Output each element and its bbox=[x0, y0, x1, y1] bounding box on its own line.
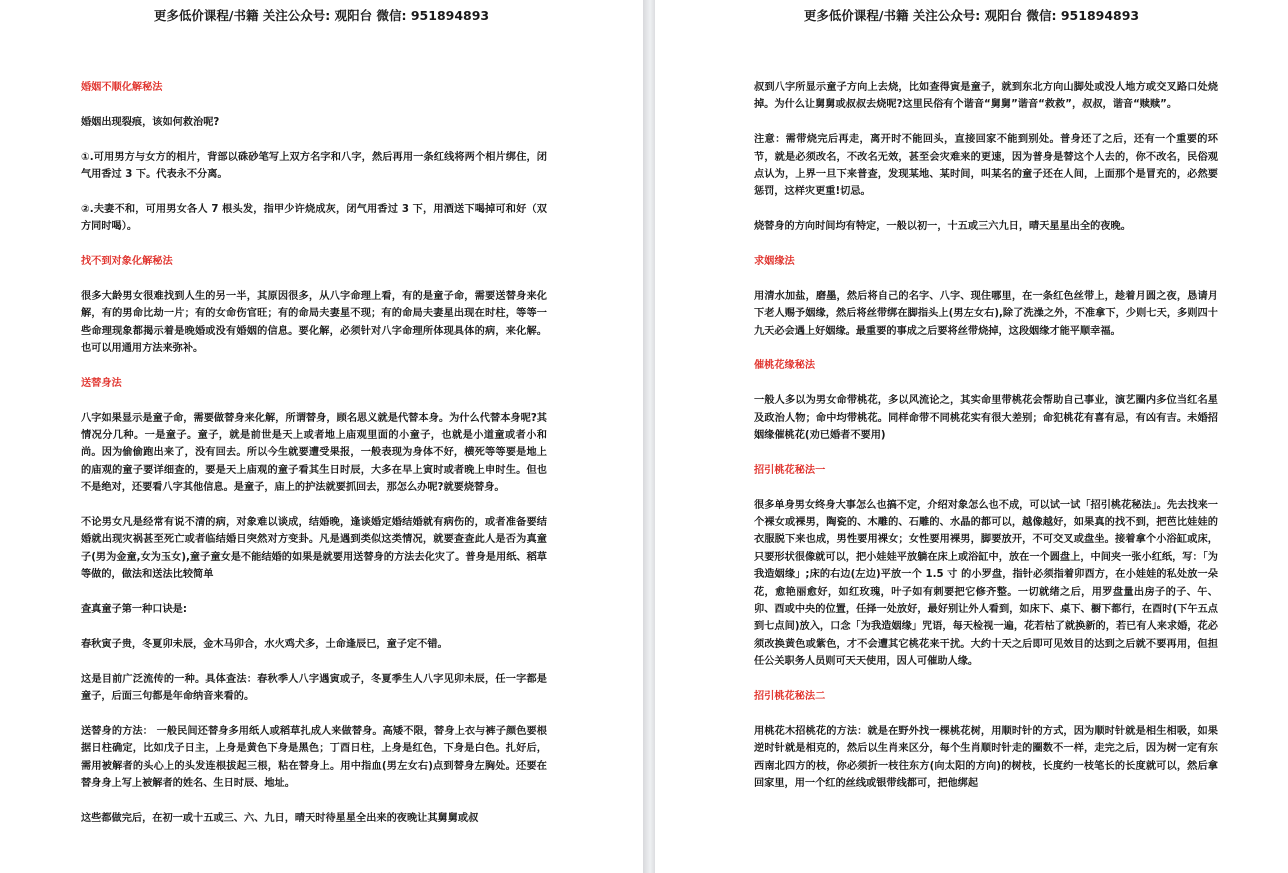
body-paragraph: 一般人多以为男女命带桃花，多以风流论之，其实命里带桃花会帮助自己事业，演艺圈内多位当红名星及政治人物；命中均带桃花。同样命带不同桃花实有很大差别；命犯桃花有喜有忌，有凶有吉。未婚招姻缘催桃花(劝已婚者不要用) bbox=[754, 395, 1218, 442]
section-heading: 招引桃花秘法一 bbox=[754, 464, 826, 476]
body-paragraph: 查真童子第一种口诀是: bbox=[81, 604, 187, 616]
body-paragraph: 很多大龄男女很难找到人生的另一半，其原因很多，从八字命理上看，有的是童子命，需要送替身来化解，有的男命比劫一片；有的女命伤官旺；有的命局夫妻星不现；有的命局夫妻星出现在时柱，等等一些命理现象都揭示着是晚婚或没有婚姻的信息。要化解，必须针对八字命理所体现具体的病，来化解。也可以用通用方法来弥补。 bbox=[81, 290, 547, 355]
body-paragraph: 不论男女凡是经常有说不清的病，对象难以谈成，结婚晚，逢谈婚定婚结婚就有病伤的，或者准备要结婚就出现灾祸甚至死亡或者临结婚日突然对方变卦。凡是遇到类似这类情况，就要查查此人是否为真童子(男为金童,女为玉女),童子童女是不能结婚的如果是就要用送替身的方法去化灾了。普身是用纸、稻草等做的，做法和送法比较简单 bbox=[81, 517, 547, 581]
left-page-header: 更多低价课程/书籍 关注公众号: 观阳台 微信: 951894893 bbox=[153, 8, 490, 23]
section-heading: 婚姻不顺化解秘法 bbox=[81, 82, 163, 93]
section-heading: 送替身法 bbox=[81, 377, 122, 389]
body-paragraph: 用清水加盐，磨墨，然后将自己的名字、八字、现住哪里，在一条红色丝带上，趁着月圆之夜，恳请月下老人赐予姻缘，然后将丝带绑在脚指头上(男左女右),除了洗澡之外，不准拿下，少则七天，多则四十九天必会遇上好姻缘。最重要的事成之后要将丝带烧掉，这段姻缘才能平顺幸福。 bbox=[754, 290, 1218, 337]
body-paragraph: 八字如果显示是童子命，需要做替身来化解，所谓替身，顾名思义就是代替本身。为什么代替本身呢?其情况分几种。一是童子。童子，就是前世是天上或者地上庙观里面的小童子，也就是小道童或者小和尚。因为偷偷跑出来了，没有回去。所以今生就要遭受果报，一般表现为身体不好，横死等等要是地上的庙观的童子要详细查的，要是天上庙观的童子看其生日时辰，大多在早上寅时或者晚上申时生。但也不是绝对，还要看八字其他信息。是童子，庙上的护法就要抓回去，那怎么办呢?就要烧替身。 bbox=[81, 412, 547, 494]
right-page-content bbox=[754, 79, 1218, 810]
body-paragraph: ①.可用男方与女方的相片，背部以硃砂笔写上双方名字和八字，然后再用一条红线将两个相片绑住，闭气用香过 3 下。代表永不分离。 bbox=[81, 151, 547, 180]
section-heading: 找不到对象化解秘法 bbox=[81, 256, 173, 267]
body-paragraph: 这些都做完后，在初一或十五或三、六、九日，晴天时待星星全出来的夜晚让其舅舅或叔 bbox=[81, 812, 479, 824]
page-gap bbox=[643, 0, 655, 873]
body-paragraph: 用桃花木招桃花的方法：就是在野外找一棵桃花树，用顺时针的方式，因为顺时针就是相生相吸，如果逆时针就是相克的，然后以生肖来区分，每个生肖顺时针走的圈数不一样，走完之后，因为树一定有东西南北四方的枝，你必须折一枝往东方(向太阳的方向)的树枝，长度约一枝笔长的长度就可以，然后拿回家里，用一个红的丝线或银带线都可，把他绑起 bbox=[754, 725, 1218, 790]
section-heading: 催桃花缘秘法 bbox=[754, 360, 816, 372]
body-paragraph: 叔到八字所显示童子方向上去烧，比如查得寅是童子，就到东北方向山脚处或没人地方或交叉路口处烧掉。为什么让舅舅或叔叔去烧呢?这里民俗有个谐音“舅舅”谐音“救救”，叔叔，谐音“赎赎”。 bbox=[754, 82, 1218, 111]
left-page-content bbox=[81, 79, 547, 845]
section-heading: 求姻缘法 bbox=[754, 256, 795, 268]
body-paragraph: 注意：需带烧完后再走，离开时不能回头，直接回家不能到别处。普身还了之后，还有一个重要的环节，就是必须改名，不改名无效，甚至会灾难来的更速，因为普身是替这个人去的，你不改名，民俗观点认为，上界一旦下来普查，发现某地、某时间，叫某名的童子还在人间，上面那个是冒充的，必然要惩罚，这样灾更重!切忌。 bbox=[754, 134, 1218, 198]
body-paragraph: 送替身的方法： 一般民间还替身多用纸人或稻草扎成人来做替身。高矮不限，替身上衣与裤子颜色要根据日柱确定，比如戊子日主，上身是黄色下身是黑色；丁酉日柱，上身是红色，下身是白色。扎好后，需用被解者的头心上的头发连根拔起三根，粘在替身上。用中指血(男左女右)点到替身左胸处。还要在替身身上写上被解者的姓名、生日时辰、地址。 bbox=[81, 725, 547, 790]
body-paragraph: 婚姻出现裂痕，该如何救治呢? bbox=[81, 116, 220, 128]
section-heading: 招引桃花秘法二 bbox=[754, 691, 826, 703]
body-paragraph: ②.夫妻不和，可用男女各人 7 根头发，指甲少许烧成灰，闭气用香过 3 下，用酒送下喝掉可和好（双方同时喝）。 bbox=[81, 203, 547, 233]
body-paragraph: 烧替身的方向时间均有特定，一般以初一，十五或三六九日，晴天星星出全的夜晚。 bbox=[754, 221, 1131, 233]
body-paragraph: 这是目前广泛流传的一种。具体查法：春秋季人八字遇寅或子，冬夏季生人八字见卯未辰，任一字都是童子，后面三句都是年命纳音来看的。 bbox=[81, 673, 547, 703]
body-paragraph: 春秋寅子贵，冬夏卯未辰，金木马卯合，水火鸡犬多，土命逢辰巳，童子定不错。 bbox=[81, 638, 448, 650]
right-page-header: 更多低价课程/书籍 关注公众号: 观阳台 微信: 951894893 bbox=[803, 8, 1140, 23]
body-paragraph: 很多单身男女终身大事怎么也搞不定，介绍对象怎么也不成，可以试一试「招引桃花秘法」。先去找来一个裸女或裸男，陶瓷的、木雕的、石雕的、水晶的都可以，越像越好，如果真的找不到，把芭比娃娃的衣服脱下来也成，男性要用裸女；女性要用裸男，脚要放开，不可交叉或盘坐。接着拿个小浴缸或床，只要形状很像就可以，把小娃娃平放躺在床上或浴缸中，放在一个圆盘上，中间夹一张小红纸，写：「为我造姻缘」;床的右边(左边)平放一个 1.5 寸 的小罗盘，指针必须指着卯酉方，在小娃娃的私处放一朵花，愈艳丽愈好，如红玫瑰，叶子如有刺要把它修齐整。一切就绪之后，用罗盘量出房子的子、午、卯、酉或中央的位置，任择一处放好，最好别让外人看到，如床下、桌下、橱下都行，在酉时(下午五点到七点间)放入，口念「为我造姻缘」咒语，每天检视一遍，花若枯了就换新的，若已有人来求婚，花必须改换黄色或紫色，才不会遭其它桃花来干扰。大约十天之后即可见效目的达到之后就不要再用，但担任公关职务人员则可天天使用，因人可催助人缘。 bbox=[754, 499, 1218, 668]
left-page bbox=[0, 0, 643, 873]
right-page bbox=[655, 0, 1288, 873]
